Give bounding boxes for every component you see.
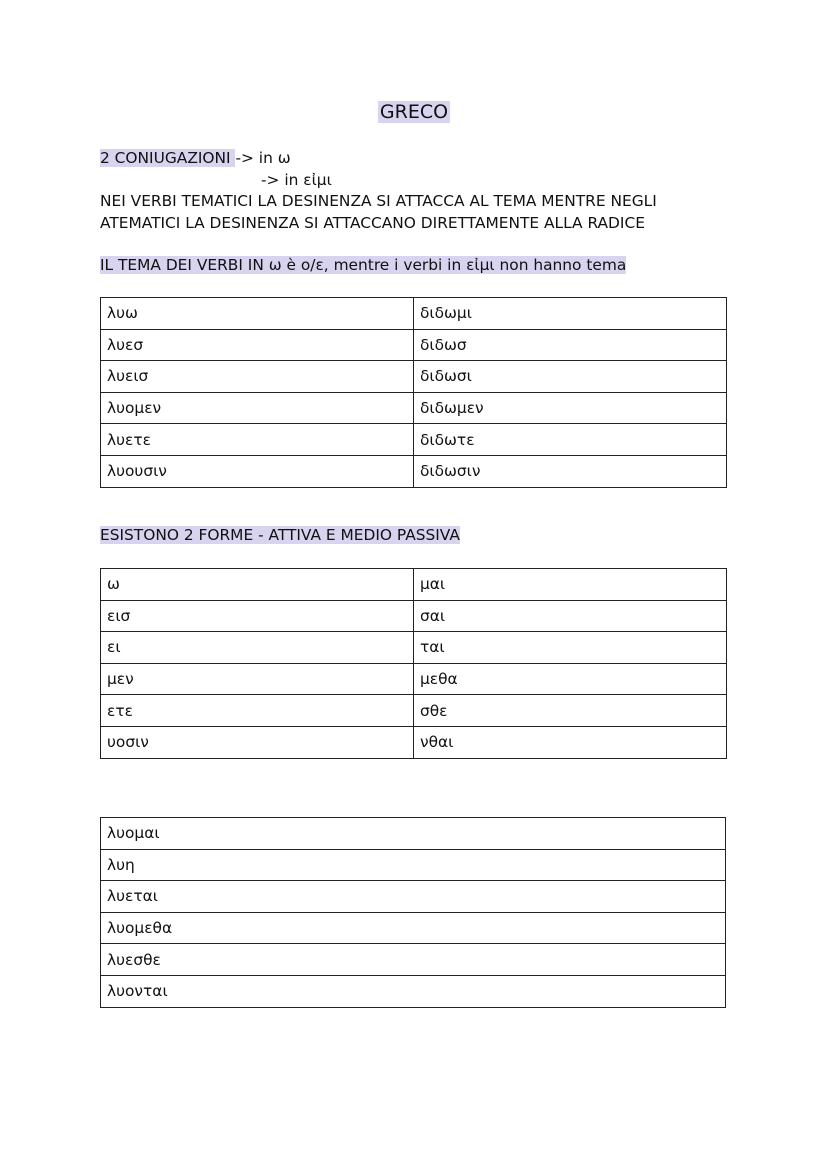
forme-heading: ESISTONO 2 FORME - ATTIVA E MEDIO PASSIVA: [100, 526, 460, 544]
table-row: [101, 663, 727, 695]
table-cell: λυομεθα: [101, 912, 726, 944]
table-cell: ται: [414, 632, 727, 664]
conjugations-line: [100, 147, 291, 169]
table-row: [101, 975, 726, 1007]
table-cell: ετε: [101, 695, 414, 727]
conjugations-label: 2 CONIUGAZIONI: [100, 149, 236, 167]
table-cell: διδωμεν: [414, 392, 727, 424]
table-cell: ω: [101, 569, 414, 601]
table-row: [101, 600, 727, 632]
page-title: GRECO: [379, 101, 449, 123]
table-row: [101, 329, 727, 361]
table-row: [101, 632, 727, 664]
table-cell: διδωσ: [414, 329, 727, 361]
table-row: [101, 424, 727, 456]
table-cell: εισ: [101, 600, 414, 632]
table-cell: λυεσθε: [101, 944, 726, 976]
thematic-note-line2: ATEMATICI LA DESINENZA SI ATTACCANO DIRETTAMENTE ALLA RADICE: [100, 214, 645, 232]
table-cell: λυεται: [101, 881, 726, 913]
table-cell: λυη: [101, 849, 726, 881]
table-cell: διδωμι: [414, 298, 727, 330]
table-cell: ει: [101, 632, 414, 664]
table-cell: σαι: [414, 600, 727, 632]
table-cell: μεν: [101, 663, 414, 695]
conjugation-eimi: -> in εἰμι: [261, 171, 332, 189]
medio-passive-table: [100, 817, 726, 1008]
table-row: [101, 298, 727, 330]
table-cell: λυομαι: [101, 818, 726, 850]
table-cell: μαι: [414, 569, 727, 601]
thematic-note-line1: NEI VERBI TEMATICI LA DESINENZA SI ATTACCA AL TEMA MENTRE NEGLI: [100, 192, 657, 210]
endings-table: [100, 568, 727, 759]
table-row: [101, 818, 726, 850]
table-cell: σθε: [414, 695, 727, 727]
table-cell: λυεσ: [101, 329, 414, 361]
table-cell: λυεισ: [101, 361, 414, 393]
table-cell: λυω: [101, 298, 414, 330]
table-cell: νθαι: [414, 726, 727, 758]
tema-heading: IL TEMA DEI VERBI IN ω è ο/ε, mentre i verbi in εἰμι non hanno tema: [100, 256, 627, 274]
table-row: [101, 392, 727, 424]
table-cell: λυετε: [101, 424, 414, 456]
table-row: [101, 361, 727, 393]
table-row: [101, 944, 726, 976]
table-cell: λυουσιν: [101, 455, 414, 487]
table-cell: διδωσιν: [414, 455, 727, 487]
table-row: [101, 569, 727, 601]
table-row: [101, 881, 726, 913]
table-row: [101, 726, 727, 758]
table-row: [101, 912, 726, 944]
conjugation-omega: -> in ω: [235, 149, 291, 167]
table-cell: λυονται: [101, 975, 726, 1007]
table-row: [101, 455, 727, 487]
table-cell: μεθα: [414, 663, 727, 695]
table-cell: υοσιν: [101, 726, 414, 758]
verb-comparison-table: [100, 297, 727, 488]
table-row: [101, 695, 727, 727]
table-cell: διδωτε: [414, 424, 727, 456]
table-cell: διδωσι: [414, 361, 727, 393]
table-row: [101, 849, 726, 881]
table-cell: λυομεν: [101, 392, 414, 424]
